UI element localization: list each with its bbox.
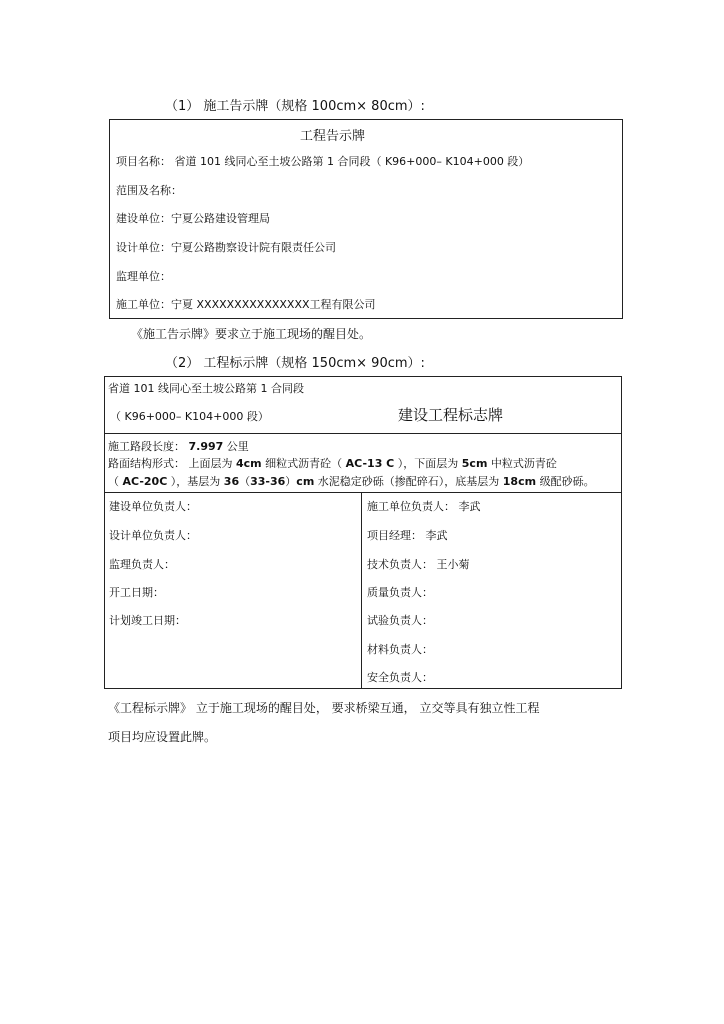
notice-row-project: 项目名称： 省道 101 线同心至土坡公路第 1 合同段（ K96+000– K104+000 段） [116, 155, 530, 168]
notice-row-scope: 范围及名称： [116, 184, 182, 197]
text: （ [108, 475, 123, 488]
right-row-testing-lead: 试验负责人： [367, 614, 433, 627]
section1-heading: （1） 施工告示牌（规格 100cm× 80cm）: [165, 99, 425, 114]
text: ），基层为 [167, 475, 224, 488]
notice-row-contractor: 施工单位：宁夏 XXXXXXXXXXXXXXX工程有限公司 [116, 298, 376, 311]
text: 细粒式沥青砼（ [261, 457, 346, 470]
left-row-design-lead: 设计单位负责人： [109, 529, 197, 542]
text: 路面结构形式： 上面层为 [108, 457, 236, 470]
notice-row-owner: 建设单位：宁夏公路建设管理局 [116, 212, 270, 225]
sign-length-value: 7.997 [188, 440, 224, 453]
left-row-supervision-lead: 监理负责人： [109, 558, 175, 571]
right-row-project-manager: 项目经理： 李武 [367, 529, 448, 542]
sign-divider-1 [104, 433, 622, 434]
text: 中粒式沥青砼 [487, 457, 557, 470]
left-row-completion-date: 计划竣工日期： [109, 614, 186, 627]
section2-note-line1: 《工程标示牌》 立于施工现场的醒目处， 要求桥梁互通， 立交等具有独立性工程 [108, 701, 540, 715]
text-bold: 36 [223, 475, 240, 488]
text-bold: 5cm [461, 457, 488, 470]
text: 级配砂砾。 [536, 475, 595, 488]
left-row-owner-lead: 建设单位负责人： [109, 500, 197, 513]
sign-board-title: 建设工程标志牌 [398, 406, 504, 424]
text-bold: 33-36 [250, 475, 286, 488]
right-row-safety-lead: 安全负责人： [367, 671, 433, 684]
text: ） [285, 475, 297, 488]
right-row-contractor-lead: 施工单位负责人： 李武 [367, 500, 481, 513]
text-bold: AC-20C [122, 475, 168, 488]
right-row-materials-lead: 材料负责人： [367, 643, 433, 656]
sign-surface-line2 [108, 473, 595, 489]
text: 水泥稳定砂砾（掺配碎石），底基层为 [314, 475, 503, 488]
left-row-start-date: 开工日期： [109, 586, 164, 599]
notice-row-supervisor: 监理单位： [116, 270, 171, 283]
text-bold: 4cm [236, 457, 262, 470]
text-bold: cm [296, 475, 315, 488]
sign-length-unit: 公里 [226, 440, 249, 453]
notice-board-title: 工程告示牌 [300, 129, 366, 144]
sign-header-line2: （ K96+000– K104+000 段） [110, 410, 269, 423]
sign-header-line1: 省道 101 线同心至土坡公路第 1 合同段 [108, 382, 304, 395]
sign-length [108, 438, 249, 454]
sign-divider-2 [104, 492, 622, 493]
right-row-tech-lead: 技术负责人： 王小菊 [367, 558, 470, 571]
section2-note-line2: 项目均应设置此牌。 [108, 730, 217, 744]
text: （ [239, 475, 251, 488]
sign-surface-line1 [108, 455, 557, 471]
text-bold: 18cm [502, 475, 537, 488]
section1-note: 《施工告示牌》要求立于施工现场的醒目处。 [131, 327, 372, 341]
sign-length-label: 施工路段长度： [108, 440, 185, 453]
text-bold: AC-13 C [345, 457, 395, 470]
right-row-quality-lead: 质量负责人： [367, 586, 433, 599]
notice-row-designer: 设计单位：宁夏公路勘察设计院有限责任公司 [116, 241, 336, 254]
text: ），下面层为 [394, 457, 462, 470]
sign-column-divider [361, 492, 362, 689]
section2-heading: （2） 工程标示牌（规格 150cm× 90cm）: [165, 356, 425, 371]
